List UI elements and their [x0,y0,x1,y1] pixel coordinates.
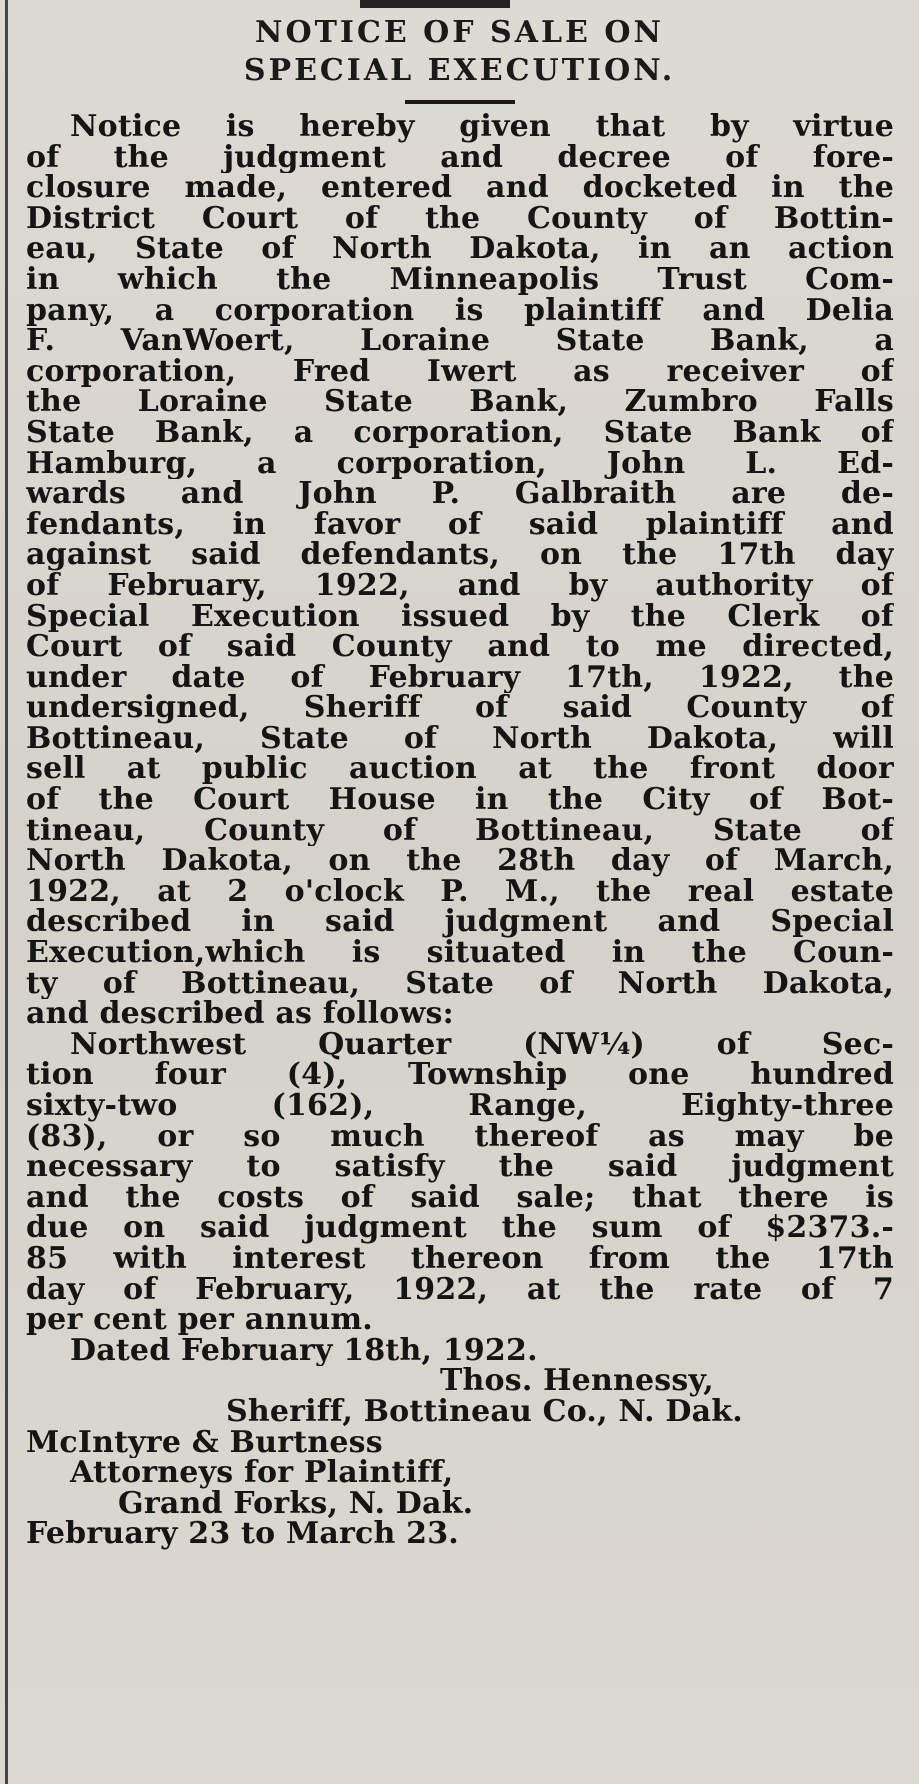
attorneys-role: Attorneys for Plaintiff, [70,1458,454,1489]
sheriff-name: Thos. Hennessy, [440,1366,714,1397]
body-line: fendants, in favor of said plaintiff and [26,509,894,541]
body-line: day of February, 1922, at the rate of 7 [26,1274,894,1306]
body-line: Notice is hereby given that by virtue [70,112,894,143]
body-line: described in said judgment and Special [26,907,894,939]
body-line: wards and John P. Galbraith are de- [26,479,894,510]
body-line: of February, 1922, and by authority of [26,570,894,602]
body-line: Court of said County and to me directed, [26,632,894,663]
body-line: undersigned, Sheriff of said County of [26,693,894,724]
body-line: Hamburg, a corporation, John L. Ed- [26,448,894,480]
title-line-1: NOTICE OF SALE ON [255,15,664,50]
attorneys-name: McIntyre & Burtness [26,1427,383,1459]
body-line: Execution,which is situated in the Coun- [26,938,894,969]
top-rule [360,0,510,8]
body-line: ty of Bottineau, State of North Dakota, [26,968,894,1000]
body-line: per cent per annum. [26,1305,373,1336]
body-line: Bottineau, State of North Dakota, will [26,723,894,755]
body-line: sixty-two (162), Range, Eighty-three [26,1091,894,1122]
body-line: the Loraine State Bank, Zumbro Falls [26,387,894,418]
body-line: (83), or so much thereof as may be [26,1121,894,1153]
body-line: pany, a corporation is plaintiff and Delia [26,295,894,327]
body-line: 85 with interest thereon from the 17th [26,1243,894,1275]
body-line: Northwest Quarter (NW¼) of Sec- [70,1029,894,1061]
sheriff-title: Sheriff, Bottineau Co., N. Dak. [226,1396,743,1428]
body-line: 1922, at 2 o'clock P. M., the real estate [26,876,894,908]
body-line: sell at public auction at the front door [26,754,894,786]
attorneys-location: Grand Forks, N. Dak. [118,1488,474,1520]
notice-title [0,14,919,90]
body-line: and described as follows: [26,999,454,1030]
body-line: in which the Minneapolis Trust Com- [26,264,894,296]
publication-dates: February 23 to March 23. [26,1519,459,1550]
body-line: of the judgment and decree of fore- [26,142,894,174]
body-line: and the costs of said sale; that there is [26,1182,894,1214]
body-line: tion four (4), Township one hundred [26,1060,894,1091]
body-line: corporation, Fred Iwert as receiver of [26,356,894,388]
body-line: closure made, entered and docketed in the [26,173,894,204]
notice-body [26,112,894,1550]
body-line: State Bank, a corporation, State Bank of [26,417,894,449]
dated-line: Dated February 18th, 1922. [70,1335,538,1367]
body-line: F. VanWoert, Loraine State Bank, a [26,326,894,357]
body-line: necessary to satisfy the said judgment [26,1152,894,1183]
body-line: under date of February 17th, 1922, the [26,662,894,694]
body-line: against said defendants, on the 17th day [26,540,894,571]
column-rule [5,0,8,1784]
title-line-2: SPECIAL EXECUTION. [243,53,676,88]
body-line: eau, State of North Dakota, in an action [26,234,894,265]
body-line: due on said judgment the sum of $2373.- [26,1213,894,1244]
body-line: North Dakota, on the 28th day of March, [26,846,894,877]
body-line: of the Court House in the City of Bot- [26,785,894,816]
body-line: Special Execution issued by the Clerk of [26,601,894,633]
title-rule [405,100,515,104]
body-line: District Court of the County of Bottin- [26,203,894,235]
body-line: tineau, County of Bottineau, State of [26,815,894,847]
